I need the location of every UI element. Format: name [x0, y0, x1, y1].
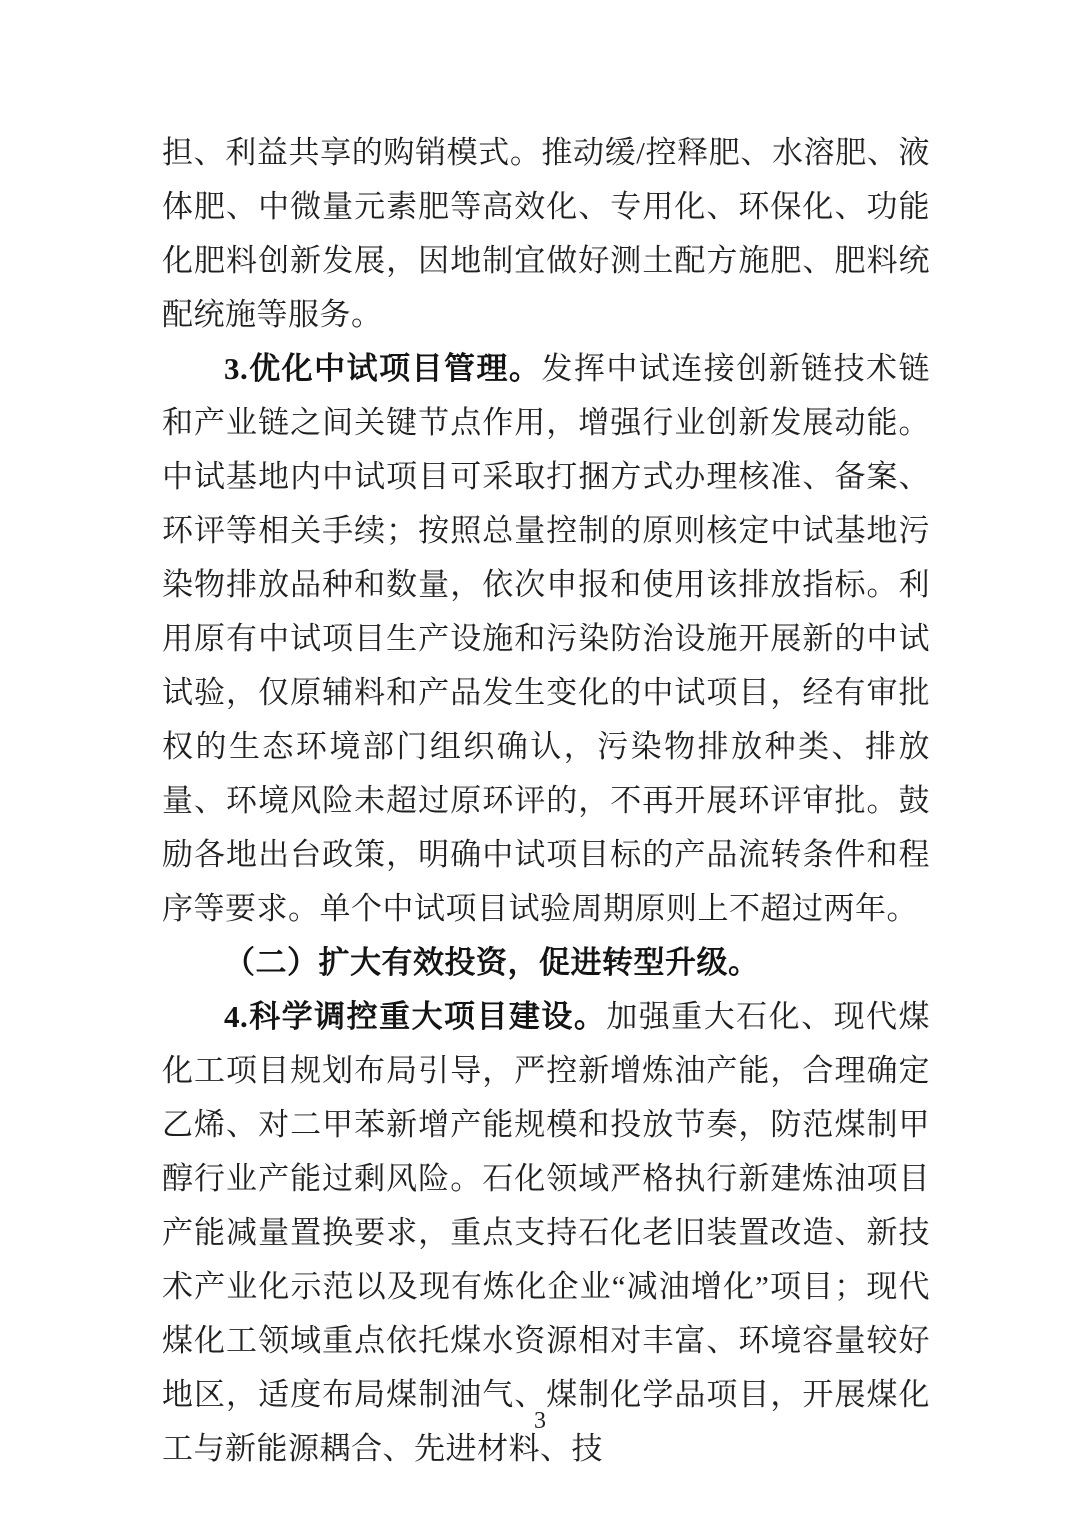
bold-heading-segment: 4.科学调控重大项目建设。: [224, 999, 607, 1034]
paragraph-item-3: [162, 342, 930, 936]
text-segment: 发挥中试连接创新链技术链和产业链之间关键节点作用，增强行业创新发展动能。中试基地内中试项目可采取打捆方式办理核准、备案、环评等相关手续；按照总量控制的原则核定中试基地污染物排放品种和数量，依次申报和使用该排放指标。利用原有中试项目生产设施和污染防治设施开展新的中试试验，仅原辅料和产品发生变化的中试项目，经有审批权的生态环境部门组织确认，污染物排放种类、排放量、环境风险未超过原环评的，不再开展环评审批。鼓励各地出台政策，明确中试项目标的产品流转条件和程序等要求。单个中试项目试验周期原则上不超过两年。: [162, 351, 931, 926]
text-segment: 担、利益共享的购销模式。推动缓/控释肥、水溶肥、液体肥、中微量元素肥等高效化、专用化、环保化、功能化肥料创新发展，因地制宜做好测土配方施肥、肥料统配统施等服务。: [162, 135, 930, 332]
page-number: 3: [534, 1408, 546, 1434]
paragraph-item-4: [162, 990, 930, 1476]
document-body: [162, 126, 930, 1476]
bold-heading-segment: 3.优化中试项目管理。: [224, 351, 542, 386]
text-segment: 加强重大石化、现代煤化工项目规划布局引导，严控新增炼油产能，合理确定乙烯、对二甲苯新增产能规模和投放节奏，防范煤制甲醇行业产能过剩风险。石化领域严格执行新建炼油项目产能减量置换要求，重点支持石化老旧装置改造、新技术产业化示范以及现有炼化企业“减油增化”项目；现代煤化工领域重点依托煤水资源相对丰富、环境容量较好地区，适度布局煤制油气、煤制化学品项目，开展煤化工与新能源耦合、先进材料、技: [162, 999, 931, 1466]
paragraph-section-heading-2: [162, 936, 930, 990]
bold-heading-segment: （二）扩大有效投资，促进转型升级。: [224, 945, 760, 980]
paragraph-continuation: [162, 126, 930, 342]
